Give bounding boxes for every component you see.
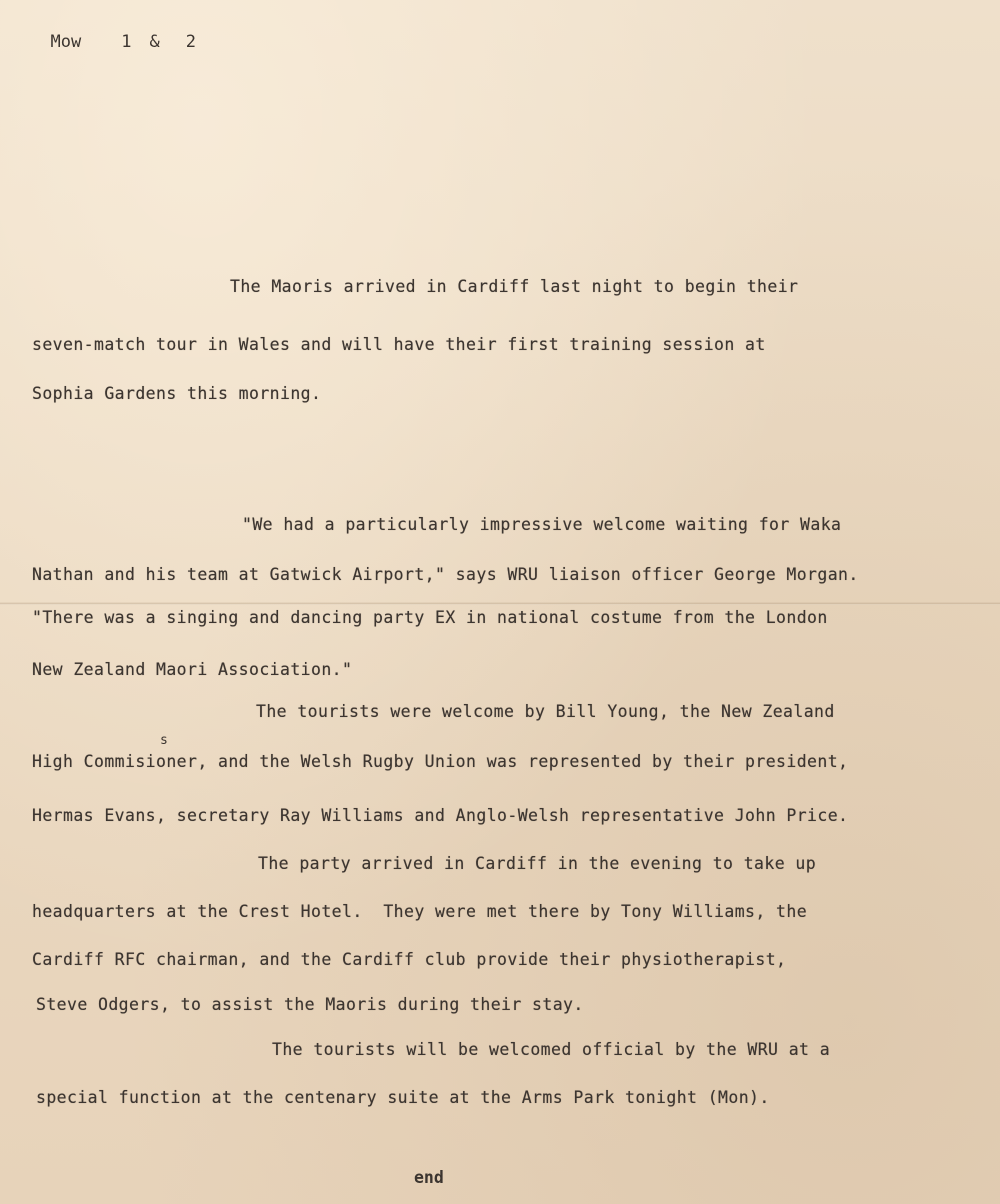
paragraph-5-line-1: The tourists will be welcomed official by the WRU at a: [272, 1040, 831, 1059]
paragraph-1-line-1: The Maoris arrived in Cardiff last night to begin their: [230, 277, 799, 296]
paragraph-4-line-4: Steve Odgers, to assist the Maoris during their stay.: [36, 995, 584, 1014]
paragraph-2-line-4: New Zealand Maori Association.": [32, 660, 353, 679]
page-number-b: 2: [185, 32, 196, 52]
paragraph-2-line-1: "We had a particularly impressive welcome waiting for Waka: [242, 515, 842, 534]
paragraph-1-line-3: Sophia Gardens this morning.: [32, 384, 322, 403]
slug: Mow: [50, 32, 82, 52]
handwritten-insert-mark: s: [160, 733, 168, 748]
paragraph-1-line-2: seven-match tour in Wales and will have their first training session at: [32, 335, 766, 354]
end-marker: end: [414, 1168, 444, 1187]
page-number-a: 1: [121, 32, 132, 52]
ampersand: &: [149, 32, 160, 52]
paragraph-2-line-2: Nathan and his team at Gatwick Airport," says WRU liaison officer George Morgan.: [32, 565, 859, 584]
paragraph-4-line-3: Cardiff RFC chairman, and the Cardiff club provide their physiotherapist,: [32, 950, 787, 969]
paragraph-3-line-3: Hermas Evans, secretary Ray Williams and Anglo-Welsh representative John Price.: [32, 806, 849, 825]
paragraph-3-line-2: High Commisioner, and the Welsh Rugby Union was represented by their president,: [32, 752, 849, 771]
page-header: [30, 12, 196, 52]
paragraph-4-line-2: headquarters at the Crest Hotel. They were met there by Tony Williams, the: [32, 902, 808, 921]
paragraph-4-line-1: The party arrived in Cardiff in the evening to take up: [258, 854, 817, 873]
paragraph-2-line-3: "There was a singing and dancing party EX in national costume from the London: [32, 608, 828, 627]
paragraph-3-line-1: The tourists were welcome by Bill Young, the New Zealand: [256, 702, 835, 721]
paragraph-5-line-2: special function at the centenary suite at the Arms Park tonight (Mon).: [36, 1088, 770, 1107]
paper-fold: [0, 602, 1000, 605]
